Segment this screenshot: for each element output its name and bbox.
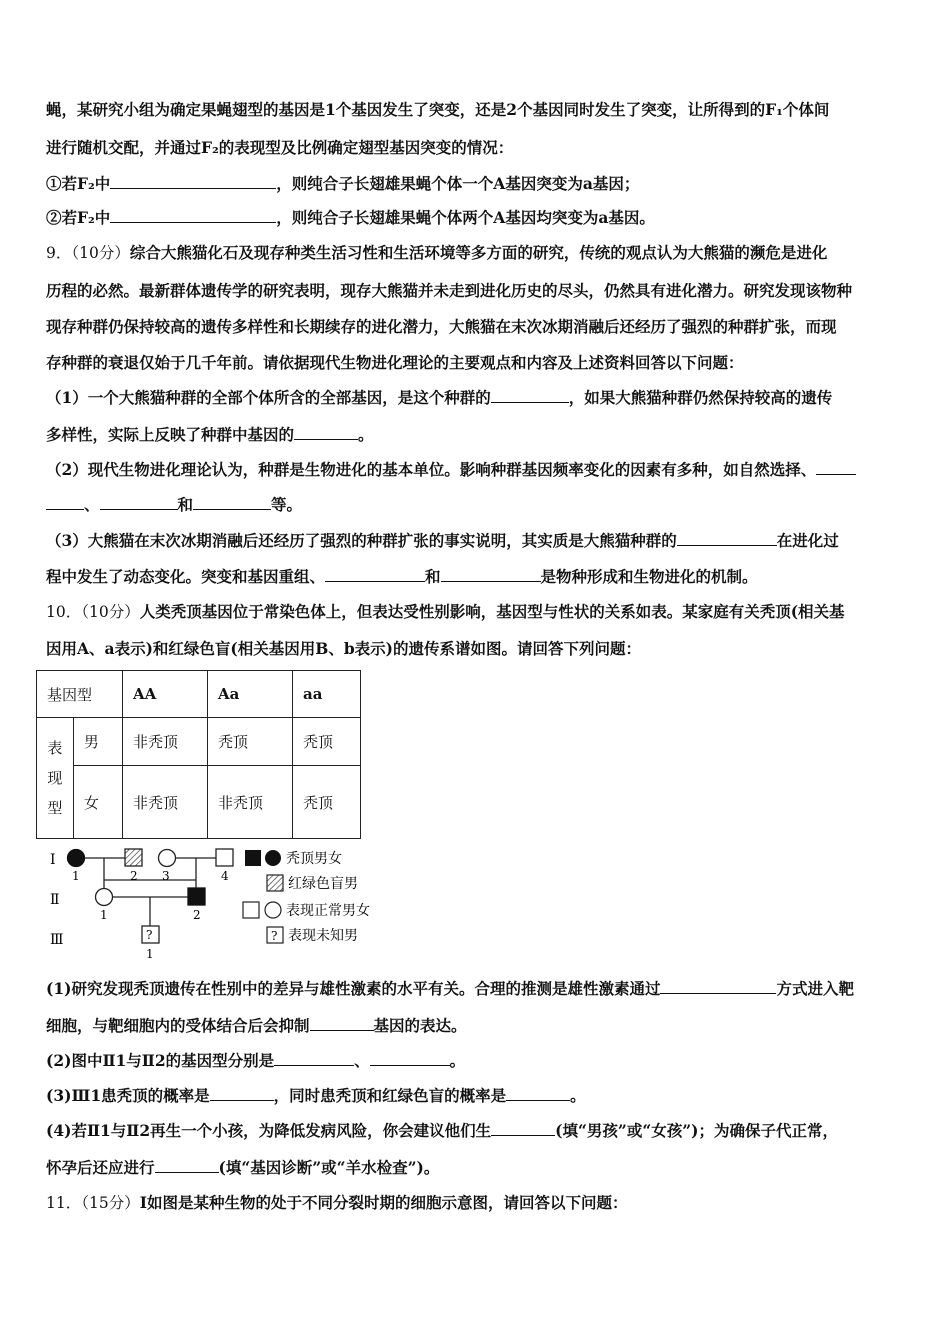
table-cell: 非秃顶 (208, 766, 293, 839)
answer-blank[interactable] (310, 1015, 374, 1031)
text-line: 历程的必然。最新群体遗传学的研究表明，现存大熊猫并未走到进化历史的尽头，仍然具有进化潜力。研究发现该物种 (46, 281, 853, 300)
answer-blank[interactable] (677, 530, 777, 546)
answer-blank[interactable] (506, 1085, 570, 1101)
text-span: 。 (358, 425, 374, 444)
normal-female-symbol (159, 850, 176, 867)
text-line (46, 459, 914, 481)
text-line (46, 1050, 914, 1072)
phenotype-char: 现 (47, 769, 63, 787)
answer-blank[interactable] (325, 566, 425, 582)
individual-number: 1 (146, 947, 154, 961)
question-9 (46, 242, 914, 264)
text-line: 现存种群仍保持较高的遗传多样性和长期续存的进化潜力，大熊猫在末次冰期消融后还经历了强烈的种群扩张，而现 (46, 317, 837, 336)
text-span: 等。 (271, 495, 303, 514)
phenotype-char: 型 (47, 799, 63, 817)
text-span: (4)若Ⅱ1与Ⅱ2再生一个小孩，为降低发病风险，你会建议他们生 (46, 1121, 492, 1140)
text-span: （1）一个大熊猫种群的全部个体所含的全部基因，是这个种群的 (46, 388, 491, 407)
text-line (46, 424, 914, 446)
legend-normal-male-icon (243, 902, 259, 918)
text-span: 在进化过 (776, 531, 839, 550)
generation-label: Ⅱ (50, 892, 60, 908)
text-line (46, 978, 914, 1000)
text-span: 细胞，与靶细胞内的受体结合后会抑制 (46, 1016, 310, 1035)
genotype-table (36, 670, 361, 839)
text-span: ，同时患秃顶和红绿色盲的概率是 (273, 1086, 507, 1105)
text-span: 、 (84, 495, 100, 514)
question-number: 10．（10分） (46, 603, 140, 621)
answer-blank[interactable] (46, 494, 84, 510)
text-span: 基因的表达。 (373, 1016, 467, 1035)
table-row (37, 718, 361, 766)
answer-blank[interactable] (110, 207, 276, 223)
answer-blank[interactable] (660, 978, 776, 994)
text-span: 程中发生了动态变化。突变和基因重组、 (46, 567, 326, 586)
table-header-cell: AA (123, 671, 208, 718)
text-span: 方式进入靶 (776, 979, 854, 998)
answer-blank[interactable] (210, 1085, 274, 1101)
legend-label: 红绿色盲男 (288, 876, 358, 892)
text-line: 蝇，某研究小组为确定果蝇翅型的基因是1个基因发生了突变，还是2个基因同时发生了突变，让所得到的F₁个体间 (46, 100, 830, 119)
table-cell: 非秃顶 (123, 766, 208, 839)
answer-blank[interactable] (274, 1050, 354, 1066)
legend-unknown-mark: ? (271, 929, 278, 943)
answer-blank[interactable] (193, 494, 271, 510)
text-span: ②若F₂中 (46, 208, 111, 227)
text-line (46, 387, 914, 409)
text-span: 人类秃顶基因位于常染色体上，但表达受性别影响，基因型与性状的关系如表。某家庭有关秃顶(相关基 (139, 602, 845, 621)
text-span: ，则纯合子长翅雄果蝇个体一个A基因突变为a基因； (276, 174, 640, 193)
table-cell: 秃顶 (208, 718, 293, 766)
legend-label: 秃顶男女 (286, 851, 342, 867)
individual-number: 4 (221, 869, 229, 883)
individual-number: 3 (162, 869, 170, 883)
text-line (46, 530, 914, 552)
text-line (46, 173, 914, 195)
answer-blank[interactable] (155, 1157, 219, 1173)
table-row (37, 671, 361, 718)
legend-label: 表现正常男女 (286, 903, 370, 919)
text-span: (填“基因诊断”或“羊水检查”)。 (218, 1158, 440, 1177)
table-header-cell: aa (293, 671, 361, 718)
text-line (46, 1015, 914, 1037)
answer-blank[interactable] (491, 387, 569, 403)
individual-number: 1 (72, 869, 80, 883)
text-line (46, 494, 914, 516)
text-span: （2）现代生物进化理论认为，种群是生物进化的基本单位。影响种群基因频率变化的因素有多种，如自然选择、 (46, 460, 817, 479)
bald-male-symbol (188, 888, 205, 905)
phenotype-label (37, 718, 74, 839)
text-span: （3）大熊猫在末次冰期消融后还经历了强烈的种群扩张的事实说明，其实质是大熊猫种群的 (46, 531, 677, 550)
text-line: 存种群的衰退仅始于几千年前。请依据现代生物进化理论的主要观点和内容及上述资料回答以下问题： (46, 353, 744, 372)
table-header-cell: Aa (208, 671, 293, 718)
legend-normal-female-icon (265, 902, 281, 918)
question-11 (46, 1192, 914, 1214)
table-cell: 秃顶 (293, 766, 361, 839)
text-span: 综合大熊猫化石及现存种类生活习性和生活环境等多方面的研究，传统的观点认为大熊猫的濒危是进化 (129, 243, 828, 262)
text-span: 多样性，实际上反映了种群中基因的 (46, 425, 295, 444)
normal-female-symbol (96, 889, 113, 906)
question-10 (46, 601, 914, 623)
individual-number: 2 (193, 908, 201, 922)
text-span: 怀孕后还应进行 (46, 1158, 155, 1177)
pedigree-chart (40, 842, 390, 964)
answer-blank[interactable] (110, 173, 276, 189)
table-cell: 秃顶 (293, 718, 361, 766)
text-span: (填“男孩”或“女孩”)；为确保子代正常， (555, 1121, 838, 1140)
sex-cell: 男 (73, 718, 122, 766)
legend-bald-male-icon (245, 850, 261, 866)
generation-label: Ⅰ (50, 852, 56, 868)
legend-bald-female-icon (265, 850, 281, 866)
unknown-mark: ? (146, 928, 153, 942)
answer-blank[interactable] (441, 566, 541, 582)
answer-blank[interactable] (816, 459, 856, 475)
answer-blank[interactable] (370, 1050, 450, 1066)
table-header-cell: 基因型 (37, 671, 123, 718)
individual-number: 2 (130, 869, 138, 883)
answer-blank[interactable] (491, 1120, 555, 1136)
text-line: 因用A、a表示)和红绿色盲(相关基因用B、b表示)的遗传系谱如图。请回答下列问题： (46, 639, 642, 658)
text-span: ，则纯合子长翅雄果蝇个体两个A基因均突变为a基因。 (276, 208, 655, 227)
generation-label: Ⅲ (50, 932, 64, 948)
text-span: 。 (570, 1086, 586, 1105)
legend-label: 表现未知男 (288, 928, 358, 944)
text-span: ，如果大熊猫种群仍然保持较高的遗传 (568, 388, 833, 407)
question-number: 11．（15分） (46, 1194, 140, 1212)
answer-blank[interactable] (294, 424, 358, 440)
text-span: 和 (425, 567, 441, 586)
text-line: 进行随机交配，并通过F₂的表现型及比例确定翅型基因突变的情况： (46, 138, 514, 157)
individual-number: 1 (100, 908, 108, 922)
question-number: 9．（10分） (46, 244, 130, 262)
text-line (46, 1120, 914, 1142)
colorblind-male-symbol (125, 849, 142, 866)
text-span: 和 (177, 495, 194, 514)
text-line (46, 1157, 914, 1179)
text-span: (1)研究发现秃顶遗传在性别中的差异与雄性激素的水平有关。合理的推测是雄性激素通过 (46, 979, 661, 998)
normal-male-symbol (216, 849, 233, 866)
text-span: 是物种形成和生物进化的机制。 (540, 567, 758, 586)
text-span: ①若F₂中 (46, 174, 111, 193)
text-line (46, 1085, 914, 1107)
text-span: Ⅰ如图是某种生物的处于不同分裂时期的细胞示意图，请回答以下问题： (139, 1193, 628, 1212)
answer-blank[interactable] (100, 494, 178, 510)
table-row (37, 766, 361, 839)
bald-female-symbol (68, 850, 85, 867)
legend-colorblind-icon (267, 875, 283, 891)
text-span: 。 (449, 1051, 466, 1070)
text-span: 、 (354, 1051, 370, 1070)
text-span: (2)图中Ⅱ1与Ⅱ2的基因型分别是 (46, 1051, 275, 1070)
text-line (46, 207, 914, 229)
sex-cell: 女 (73, 766, 122, 839)
text-span: (3)Ⅲ1患秃顶的概率是 (46, 1086, 210, 1105)
phenotype-char: 表 (47, 739, 63, 757)
table-cell: 非秃顶 (123, 718, 208, 766)
text-line (46, 566, 914, 588)
